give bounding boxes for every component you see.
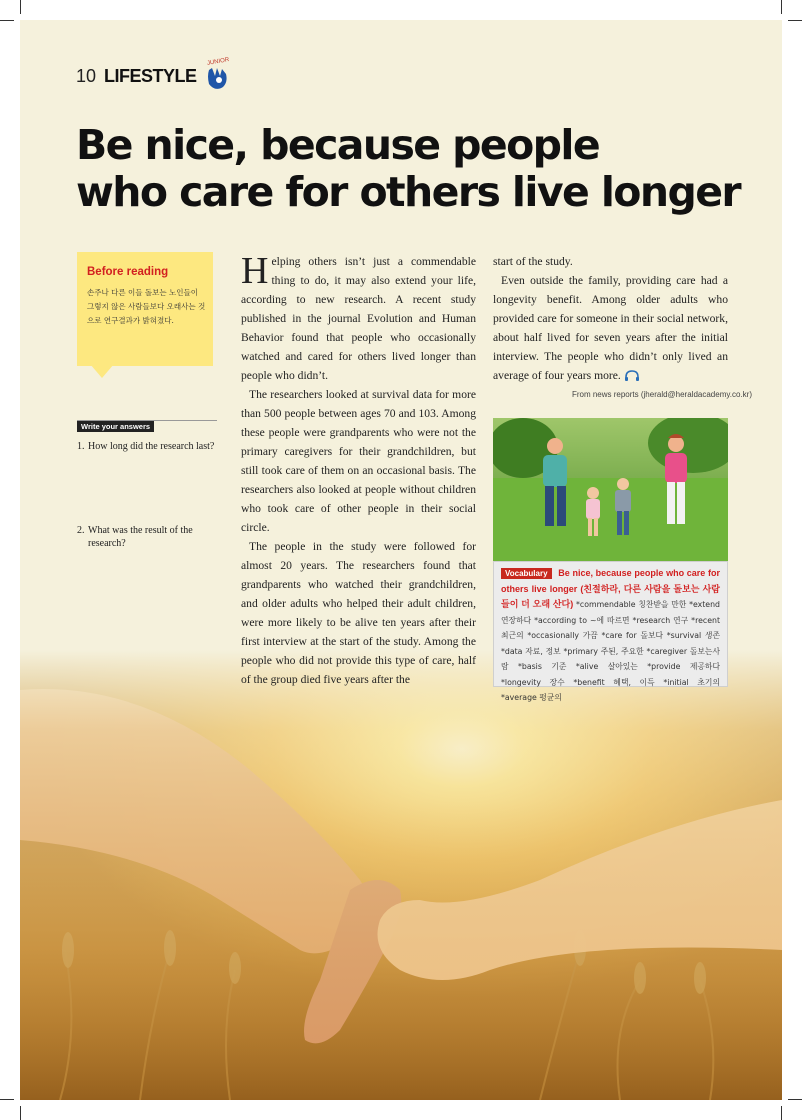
junior-logo [203,54,233,92]
question-number: 1. [77,441,85,452]
article-paragraph-2: The researchers looked at survival data for more than 500 people between ages 70 and 103. Among these people were grandparents who were not the primary caregivers for their grandchildren, but still took care of them on an occasional basis. The researchers also looked at people without children who took care of other people in their social circle. [241,388,476,534]
svg-text:JUNIOR: JUNIOR [206,57,230,67]
crop-mark [20,0,21,14]
before-reading-heading: Before reading [87,266,169,278]
headphones-icon [624,370,640,382]
article-column-2 [493,252,728,385]
crop-mark [781,0,782,14]
hands-wheat-photo [20,650,782,1100]
article-paragraph-3: The people in the study were followed for almost 20 years. The researchers found that grandparents who watched their grandchildren, and older adults who helped their adult children, were more likely to be alive ten years after their first interview at the start of the study. Among the people who did not provide this type of care, half of the group died five years after the [241,540,476,686]
question-1 [77,440,227,453]
article-paragraph-4: Even outside the family, providing care had a longevity benefit. Among older adults who provided care for someone in their social network, about half lived for seven years after the initial interview. The people who didn’t only lived an average of four years more. [493,274,728,382]
vocabulary-entries: *commendable 칭찬받을 만한 *extend 연장하다 *according to ~에 따르면 *research 연구 *recent 최근의 *occasionally 가끔 *care for 돌보다 *survival 생존 *data 자료, 정보 *primary 주된, 주요한 *caregiver 돌보는사람 *basis 기준 *alive 살아있는 *provide 제공하다 *longevity 장수 *benefit 혜택, 이득 *initial 초기의 *average 평균의 [501,600,720,702]
article-paragraph-3-continued: start of the study. [493,255,573,268]
question-text: How long did the research last? [88,441,215,452]
crop-mark [20,1106,21,1120]
question-text: What was the result of the research? [88,525,193,549]
drop-cap: H [241,250,269,292]
crop-mark [788,20,802,21]
crop-mark [0,1099,14,1100]
article-paragraph-1: elping others isn’t just a commendable thing to do, it may also extend your life, according to new research. A recent study published in the journal Evolution and Human Behavior found that people who occasionally watched and cared for others lived longer than people who didn’t. [241,255,476,382]
page-number: 10 [76,66,97,86]
family-running-photo [493,418,728,561]
crop-mark [788,1099,802,1100]
question-2 [77,524,227,550]
vocabulary-tag: Vocabulary [501,568,552,579]
article-column-1 [241,252,476,689]
crop-mark [0,20,14,21]
section-title: LIFESTYLE [104,66,197,86]
headline-line-1: Be nice, because people [76,121,600,169]
headline [76,122,756,216]
before-reading-text: 손주나 다른 이들 돌보는 노인들이 그렇지 않은 사람들보다 오래사는 것으로 연구결과가 밝혀졌다. [87,288,206,325]
vocabulary-box [493,561,728,702]
vocabulary-title: Be nice, because people who care for others live longer (친절하라, 다른 사람을 돌보는 사람들이 더 오래 산다) [501,568,720,609]
magazine-page [20,20,782,1100]
news-credit: From news reports (jherald@heraldacademy.co.kr) [571,390,752,399]
before-reading-note [77,252,213,366]
speech-bubble-tail [90,364,114,378]
headline-line-2: who care for others live longer [76,168,741,216]
write-your-answers-label: Write your answers [77,421,154,432]
question-number: 2. [77,525,85,536]
crop-mark [781,1106,782,1120]
